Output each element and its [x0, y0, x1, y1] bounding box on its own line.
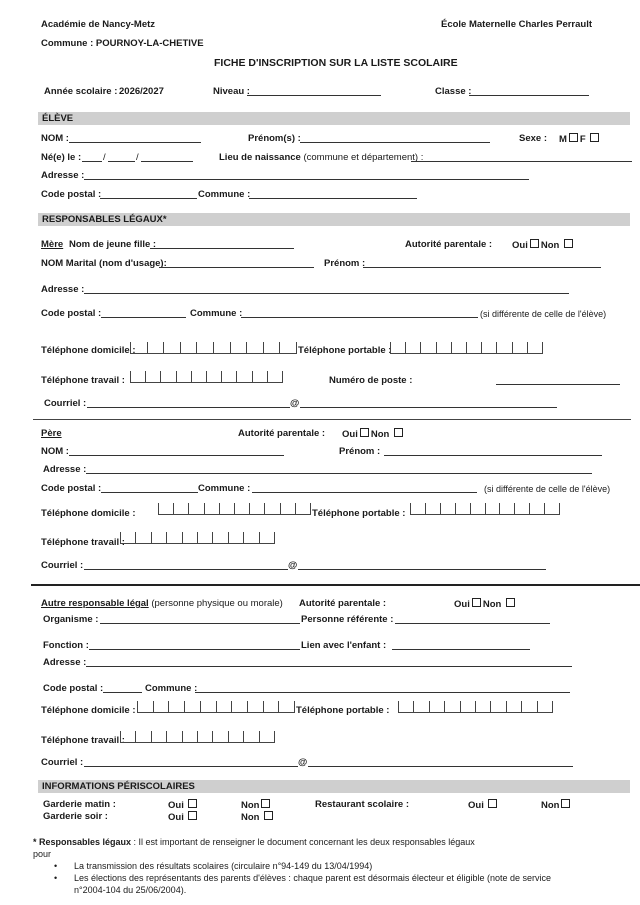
footer-pour: pour	[33, 849, 52, 859]
lien-enfant-input[interactable]	[392, 649, 530, 650]
autre-autorite-label: Autorité parentale :	[299, 598, 387, 609]
footer-bullet-2: Les élections des représentants des parents d'élèves : chaque parent est désormais électeur et éligible (note de service	[74, 873, 551, 883]
sexe-options	[559, 133, 601, 146]
garderie-matin-non: Non	[241, 799, 272, 812]
mere-adresse-label: Adresse :	[41, 284, 85, 295]
eleve-adresse-label: Adresse :	[41, 170, 85, 181]
section-periscolaire-header	[38, 780, 630, 793]
pere-nom-label: NOM :	[41, 446, 69, 457]
autre-courriel-label: Courriel :	[41, 757, 84, 768]
mere-numero-poste-label: Numéro de poste :	[329, 375, 413, 386]
garderie-soir-non-checkbox[interactable]	[264, 811, 273, 820]
mere-autorite-options: Oui Non	[512, 239, 575, 252]
page-title: FICHE D'INSCRIPTION SUR LA LISTE SCOLAIRE	[214, 57, 458, 69]
section-responsables-title: RESPONSABLES LÉGAUX*	[42, 214, 167, 225]
eleve-code-postal-label: Code postal :	[41, 189, 102, 200]
classe-label: Classe :	[435, 86, 472, 97]
fonction-input[interactable]	[89, 649, 300, 650]
eleve-nom-label: NOM :	[41, 133, 69, 144]
autre-tel-domicile-label: Téléphone domicile :	[41, 705, 136, 716]
pere-tel-portable-input[interactable]	[410, 503, 560, 515]
sexe-label: Sexe :	[519, 133, 547, 144]
mere-courriel-domain-input[interactable]	[300, 407, 557, 408]
eleve-code-postal-input[interactable]	[100, 198, 197, 199]
pere-code-postal-label: Code postal :	[41, 483, 102, 494]
pere-autorite-options: Oui Non	[342, 428, 405, 441]
sexe-f-checkbox[interactable]	[590, 133, 599, 142]
autre-commune-input[interactable]	[195, 692, 570, 693]
autre-tel-travail-label: Téléphone travail :	[41, 735, 125, 746]
autre-title: Autre responsable légal (personne physique ou morale)	[41, 598, 283, 609]
restaurant-label: Restaurant scolaire :	[315, 799, 409, 810]
eleve-adresse-input[interactable]	[84, 179, 529, 180]
pere-autorite-label: Autorité parentale :	[238, 428, 326, 439]
eleve-commune-input[interactable]	[249, 198, 417, 199]
mere-code-postal-label: Code postal :	[41, 308, 102, 319]
pere-si-differente-note: (si différente de celle de l'élève)	[484, 484, 611, 494]
footer-note: * Responsables légaux : Il est important de renseigner le document concernant les deux responsables légaux	[33, 837, 475, 847]
mere-courriel-label: Courriel :	[44, 398, 87, 409]
mere-autorite-oui-checkbox[interactable]	[530, 239, 539, 248]
divider	[33, 419, 631, 420]
mere-nom-jeune-fille-label: Nom de jeune fille :	[69, 239, 157, 250]
mere-tel-travail-input[interactable]	[130, 371, 283, 383]
pere-courriel-label: Courriel :	[41, 560, 84, 571]
pere-courriel-domain-input[interactable]	[298, 569, 546, 570]
divider-thick	[31, 584, 640, 586]
organisme-label: Organisme :	[43, 614, 99, 625]
section-eleve-header	[38, 112, 630, 125]
autre-autorite-oui-checkbox[interactable]	[472, 598, 481, 607]
garderie-soir-non: Non	[241, 811, 275, 824]
autre-tel-portable-input[interactable]	[398, 701, 553, 713]
pere-courriel-user-input[interactable]	[84, 569, 288, 570]
pere-adresse-label: Adresse :	[43, 464, 87, 475]
mere-tel-portable-input[interactable]	[390, 342, 543, 354]
pere-autorite-non-checkbox[interactable]	[394, 428, 403, 437]
eleve-nom-input[interactable]	[69, 142, 201, 143]
pere-prenom-label: Prénom :	[339, 446, 381, 457]
lieu-naissance-input[interactable]	[411, 161, 632, 162]
pere-tel-domicile-input[interactable]	[158, 503, 311, 515]
birth-day-input[interactable]	[82, 161, 102, 162]
annee-value: 2026/2027	[119, 86, 164, 97]
mere-prenom-input[interactable]	[363, 267, 601, 268]
mere-tel-domicile-input[interactable]	[130, 342, 297, 354]
mere-nom-marital-input[interactable]	[159, 267, 314, 268]
pere-tel-domicile-label: Téléphone domicile :	[41, 508, 136, 519]
restaurant-oui-checkbox[interactable]	[488, 799, 497, 808]
birth-year-input[interactable]	[141, 161, 193, 162]
mere-nom-jeune-fille-input[interactable]	[150, 248, 294, 249]
pere-autorite-oui-checkbox[interactable]	[360, 428, 369, 437]
sexe-f-label: F	[579, 134, 586, 145]
mere-autorite-non-checkbox[interactable]	[564, 239, 573, 248]
autre-adresse-label: Adresse :	[43, 657, 87, 668]
mere-tel-portable-label: Téléphone portable :	[298, 345, 392, 356]
personne-referente-label: Personne référente :	[301, 614, 394, 625]
garderie-soir-oui-checkbox[interactable]	[188, 811, 197, 820]
footer-bullet-1: La transmission des résultats scolaires (circulaire n°94-149 du 13/04/1994)	[74, 861, 373, 871]
pere-prenom-input[interactable]	[384, 455, 602, 456]
niveau-input[interactable]	[247, 95, 381, 96]
autre-code-postal-input[interactable]	[103, 692, 142, 693]
pere-title: Père	[41, 428, 62, 439]
mere-autorite-label: Autorité parentale :	[405, 239, 493, 250]
autre-tel-travail-input[interactable]	[120, 731, 275, 743]
autre-courriel-user-input[interactable]	[84, 766, 298, 767]
academie-label: Académie de Nancy-Metz	[41, 19, 156, 30]
birth-month-input[interactable]	[108, 161, 135, 162]
organisme-input[interactable]	[100, 623, 300, 624]
autre-code-postal-label: Code postal :	[43, 683, 104, 694]
autre-courriel-domain-input[interactable]	[308, 766, 573, 767]
mere-adresse-input[interactable]	[84, 293, 569, 294]
niveau-label: Niveau :	[213, 86, 250, 97]
autre-autorite-non-checkbox[interactable]	[506, 598, 515, 607]
mere-si-differente-note: (si différente de celle de l'élève)	[480, 309, 607, 319]
mere-at-sign: @	[290, 398, 300, 409]
eleve-commune-label: Commune :	[198, 189, 251, 200]
mere-tel-domicile-label: Téléphone domicile :	[41, 345, 136, 356]
mere-nom-marital-label: NOM Marital (nom d'usage):	[41, 258, 167, 269]
autre-commune-label: Commune :	[145, 683, 198, 694]
lieu-naissance-label: Lieu de naissance (commune et département) :	[219, 152, 424, 163]
pere-at-sign: @	[288, 560, 298, 571]
pere-commune-label: Commune :	[198, 483, 251, 494]
section-periscolaire-title: INFORMATIONS PÉRISCOLAIRES	[42, 781, 195, 792]
personne-referente-input[interactable]	[395, 623, 550, 624]
garderie-matin-oui-checkbox[interactable]	[188, 799, 197, 808]
pere-tel-travail-label: Téléphone travail :	[41, 537, 125, 548]
garderie-soir-oui: Oui	[168, 811, 199, 824]
school-name: École Maternelle Charles Perrault	[441, 19, 593, 30]
eleve-prenom-label: Prénom(s) :	[248, 133, 301, 144]
mere-tel-travail-label: Téléphone travail :	[41, 375, 125, 386]
garderie-matin-oui: Oui	[168, 799, 199, 812]
sexe-m-label: M	[559, 134, 567, 145]
mere-numero-poste-input[interactable]	[496, 384, 620, 385]
ne-le-label: Né(e) le :	[41, 152, 82, 163]
autre-adresse-input[interactable]	[86, 666, 572, 667]
lien-enfant-label: Lien avec l'enfant :	[301, 640, 387, 651]
pere-code-postal-input[interactable]	[101, 492, 198, 493]
garderie-matin-label: Garderie matin :	[43, 799, 116, 810]
pere-adresse-input[interactable]	[86, 473, 592, 474]
autre-tel-portable-label: Téléphone portable :	[296, 705, 390, 716]
mere-courriel-user-input[interactable]	[87, 407, 290, 408]
garderie-matin-non-checkbox[interactable]	[261, 799, 270, 808]
bullet-icon: •	[54, 873, 58, 883]
garderie-soir-label: Garderie soir :	[43, 811, 108, 822]
sexe-m-checkbox[interactable]	[569, 133, 578, 142]
autre-tel-domicile-input[interactable]	[137, 701, 295, 713]
pere-commune-input[interactable]	[252, 492, 477, 493]
mere-commune-label: Commune :	[190, 308, 243, 319]
date-slash: /	[103, 152, 106, 163]
section-responsables-header	[38, 213, 630, 226]
restaurant-non: Non	[541, 799, 572, 812]
mere-commune-input[interactable]	[241, 317, 478, 318]
eleve-prenom-input[interactable]	[300, 142, 490, 143]
autre-at-sign: @	[298, 757, 308, 768]
bullet-icon: •	[54, 861, 58, 871]
annee-label: Année scolaire :	[44, 86, 118, 97]
mere-prenom-label: Prénom :	[324, 258, 366, 269]
pere-tel-portable-label: Téléphone portable :	[312, 508, 406, 519]
pere-nom-input[interactable]	[69, 455, 284, 456]
fonction-label: Fonction :	[43, 640, 89, 651]
section-eleve-title: ÉLÈVE	[42, 113, 74, 124]
autre-autorite-options: Oui Non	[454, 598, 517, 611]
mere-code-postal-input[interactable]	[101, 317, 186, 318]
commune-school-label: Commune : POURNOY-LA-CHETIVE	[41, 38, 204, 49]
restaurant-non-checkbox[interactable]	[561, 799, 570, 808]
restaurant-oui: Oui	[468, 799, 499, 812]
classe-input[interactable]	[469, 95, 589, 96]
pere-tel-travail-input[interactable]	[120, 532, 275, 544]
mere-title: Mère	[41, 239, 64, 250]
date-slash: /	[136, 152, 139, 163]
footer-bullet-2-cont: n°2004-104 du 25/06/2004).	[74, 885, 187, 895]
